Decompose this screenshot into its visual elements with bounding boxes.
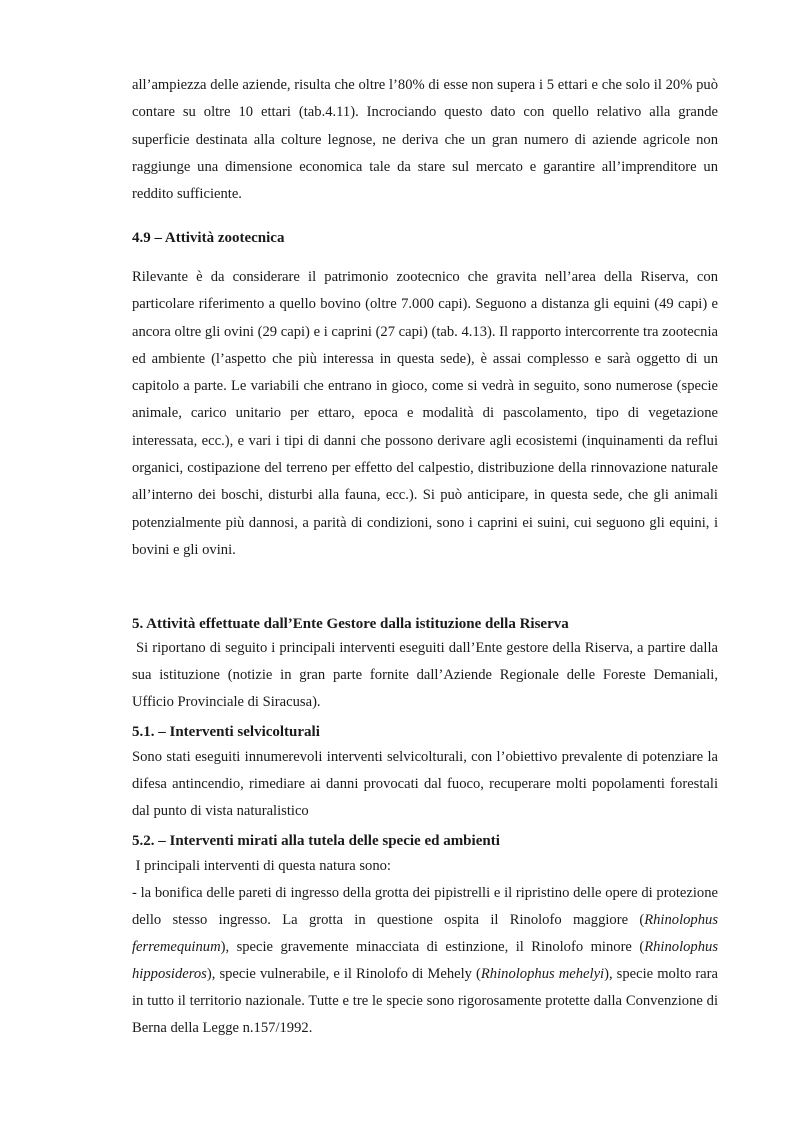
text-run: ), specie gravemente minacciata di estinzione, il Rinolofo minore ( <box>220 939 645 956</box>
heading-text: 5. Attività effettuate dall’Ente Gestore dalla istituzione della Riserva <box>132 616 569 632</box>
paragraph-farm-size <box>132 72 718 208</box>
paragraph-text: Sono stati eseguiti innumerevoli interventi selvicolturali, con l’obiettivo prevalente di potenziare la difesa antincendio, rimediare ai danni provocati dal fuoco, recuperare molti popolamenti forestali dal punto di vista naturalistico <box>132 749 718 820</box>
text-run: ), specie vulnerabile, e il Rinolofo di Mehely ( <box>206 966 481 983</box>
heading-text: 5.1. – Interventi selvicolturali <box>132 724 320 740</box>
paragraph-text: I principali interventi di questa natura sono: <box>132 858 391 874</box>
species-name: Rhinolophus mehelyi <box>480 966 605 983</box>
paragraph-interventions-intro <box>132 635 722 716</box>
heading-text: 4.9 – Attività zootecnica <box>132 230 285 246</box>
section-heading-4-9 <box>132 228 718 248</box>
paragraph-main-interventions <box>132 853 718 880</box>
paragraph-text <box>132 880 718 1043</box>
section-heading-5-1 <box>132 722 718 742</box>
heading-text: 5.2. – Interventi mirati alla tutela delle specie ed ambienti <box>132 833 500 849</box>
paragraph-silviculture <box>132 744 718 825</box>
paragraph-livestock <box>132 264 718 564</box>
text-run: ), specie molto rara in tutto il territorio nazionale. Tutte e tre le specie sono rigorosamente protette dalla Convenzione di Berna della Legge n.157/1992. <box>132 966 718 1037</box>
section-heading-5-2 <box>132 831 718 851</box>
paragraph-text: Si riportano di seguito i principali interventi eseguiti dall’Ente gestore della Riserva, a partire dalla sua istituzione (notizie in gran parte fornite dall’Aziende Regionale delle Foreste Demaniali, Ufficio Provinciale di Siracusa). <box>132 640 722 711</box>
paragraph-bat-cave <box>132 880 718 1043</box>
species-name: Rhinolophus hipposideros <box>132 939 718 983</box>
text-run: - la bonifica delle pareti di ingresso della grotta dei pipistrelli e il ripristino delle opere di protezione dello stesso ingresso. La grotta in questione ospita il Rinolofo maggiore ( <box>132 885 718 929</box>
paragraph-text: Rilevante è da considerare il patrimonio zootecnico che gravita nell’area della Riserva, con particolare riferimento a quello bovino (oltre 7.000 capi). Seguono a distanza gli equini (49 capi) e ancora oltre gli ovini (29 capi) e i caprini (27 capi) (tab. 4.13). Il rapporto intercorrente tra zootecnia ed ambiente (l’aspetto che più interessa in questa sede), è assai complesso e sarà oggetto di un capitolo a parte. Le variabili che entrano in gioco, come si vedrà in seguito, sono numerose (specie animale, carico unitario per ettaro, epoca e modalità di pascolamento, tipo di vegetazione interessata, ecc.), e vari i tipi di danni che possono derivare agli ecosistemi (inquinamenti da reflui organici, costipazione del terreno per effetto del calpestio, distribuzione della rinnovazione naturale all’interno dei boschi, disturbi alla fauna, ecc.). Si può anticipare, in questa sede, che gli animali potenzialmente più dannosi, a parità di condizioni, sono i caprini ei suini, cui seguono gli equini, i bovini e gli ovini. <box>132 269 718 558</box>
species-name: Rhinolophus ferremequinum <box>132 912 718 956</box>
paragraph-text: all’ampiezza delle aziende, risulta che oltre l’80% di esse non supera i 5 ettari e che solo il 20% può contare su oltre 10 ettari (tab.4.11). Incrociando questo dato con quello relativo alla grande superficie destinata alla colture legnose, ne deriva che un gran numero di aziende agricole non raggiunge una dimensione economica tale da stare sul mercato e garantire all’imprenditore un reddito sufficiente. <box>132 77 718 203</box>
section-heading-5 <box>132 614 718 634</box>
